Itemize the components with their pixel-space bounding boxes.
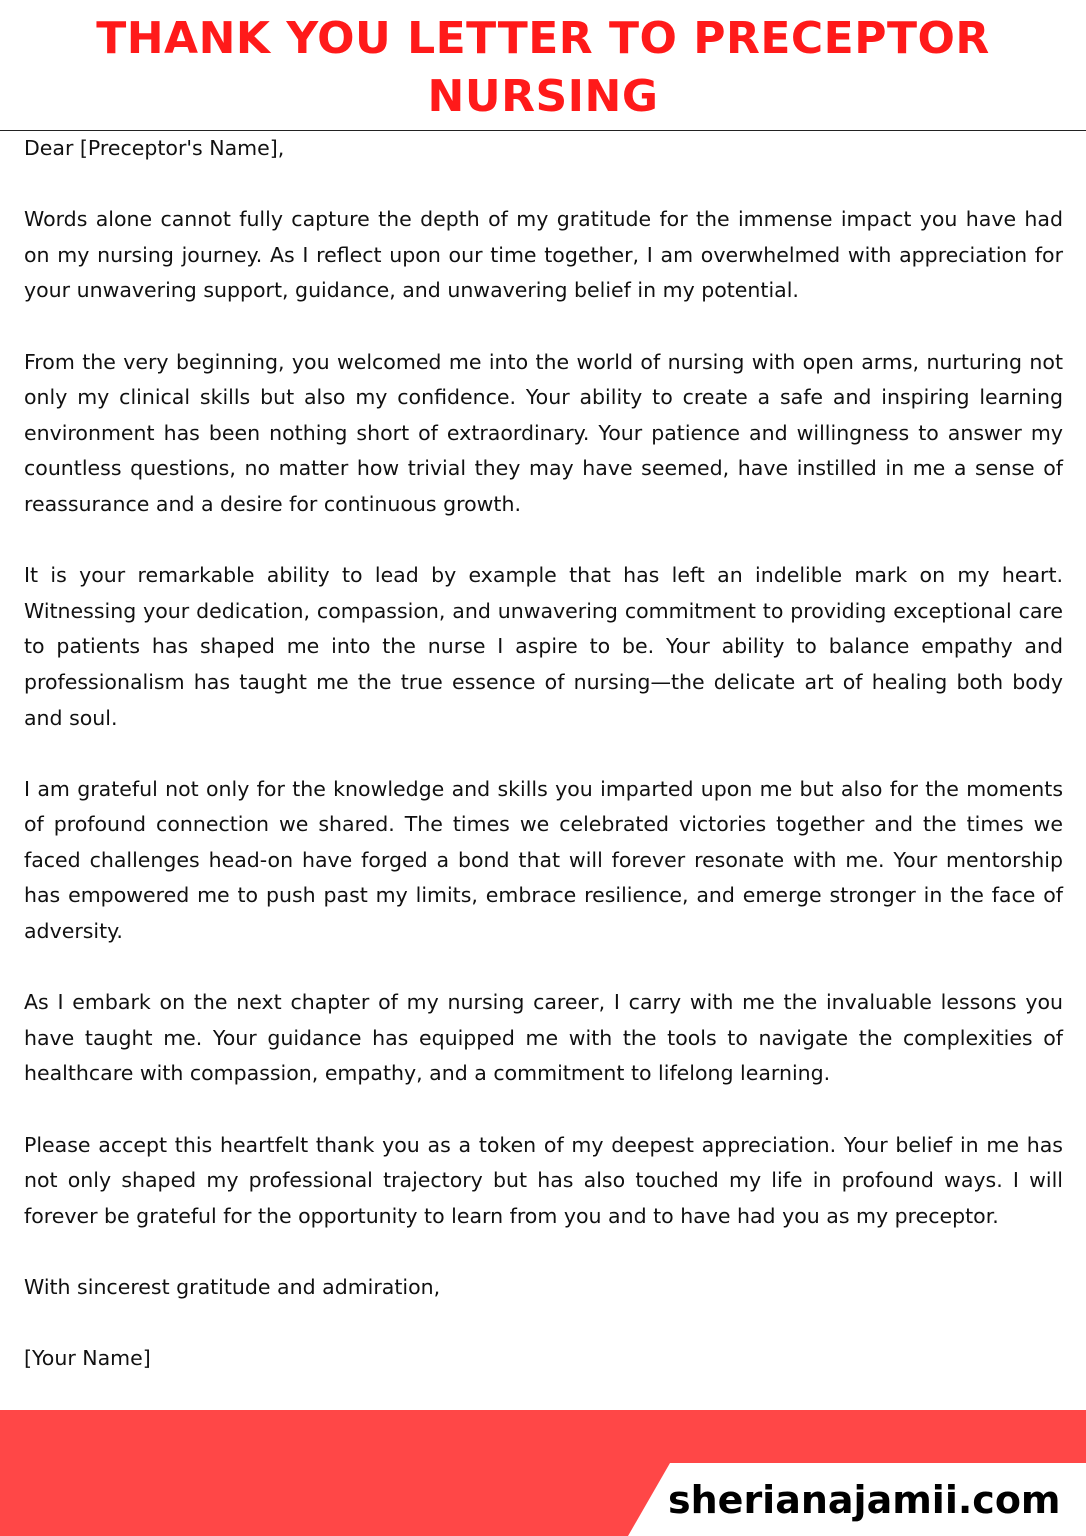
letter-paragraph-3: It is your remarkable ability to lead by example that has left an indelible mark on my heart. Witnessing your dedication, compassion, and unwavering commitment to providing exceptional care to patients has shaped me into the nurse I aspire to be. Your ability to balance empathy and professionalism has taught me the true essence of nursing—the delicate art of healing both body and soul. bbox=[24, 563, 1063, 730]
letter-paragraph-1: Words alone cannot fully capture the depth of my gratitude for the immense impact you have had on my nursing journey. As I reflect upon our time together, I am overwhelmed with appreciation for your unwavering support, guidance, and unwavering belief in my potential. bbox=[24, 207, 1063, 303]
letter-body bbox=[24, 131, 1063, 1377]
letter-paragraph-4: I am grateful not only for the knowledge and skills you imparted upon me but also for the moments of profound connection we shared. The times we celebrated victories together and the times we faced challenges head-on have forged a bond that will forever resonate with me. Your mentorship has empowered me to push past my limits, embrace resilience, and emerge stronger in the face of adversity. bbox=[24, 776, 1063, 944]
letter-closing: With sincerest gratitude and admiration, bbox=[24, 1275, 441, 1299]
letter-signature: [Your Name] bbox=[24, 1346, 151, 1371]
letter-paragraph-5: As I embark on the next chapter of my nursing career, I carry with me the invaluable lessons you have taught me. Your guidance has equipped me with the tools to navigate the complexities of healthcare with compassion, empathy, and a commitment to lifelong learning. bbox=[24, 990, 1063, 1086]
website-link[interactable]: sherianajamii.com bbox=[668, 1478, 1061, 1522]
page-title: THANK YOU LETTER TO PRECEPTOR NURSING bbox=[96, 13, 990, 122]
letter-paragraph-6: Please accept this heartfelt thank you as a token of my deepest appreciation. Your belief in me has not only shaped my professional trajectory but has also touched my life in profound ways. I will forever be grateful for the opportunity to learn from you and to have had you as my preceptor. bbox=[24, 1132, 1063, 1228]
letter-salutation: Dear [Preceptor's Name], bbox=[24, 136, 285, 160]
letter-paragraph-2: From the very beginning, you welcomed me into the world of nursing with open arms, nurturing not only my clinical skills but also my confidence. Your ability to create a safe and inspiring learning environment has been nothing short of extraordinary. Your patience and willingness to answer my countless questions, no matter how trivial they may have seemed, have instilled in me a sense of reassurance and a desire for continuous growth. bbox=[24, 349, 1063, 516]
